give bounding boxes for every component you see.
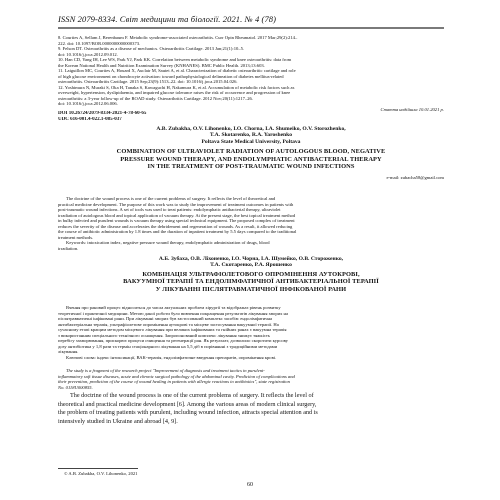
title-en-3: IN THE TREATMENT OF POST-TRAUMATIC WOUND INFECTIONS bbox=[147, 163, 355, 171]
copyright-footnote: © A.B. Zubakha, O.V. Lihonenko, 2021 bbox=[64, 471, 138, 476]
reference-line: overweight, hypertension, dyslipidaemia, and impaired glucose tolerance raises the risk of occurrence and progression of knee bbox=[58, 90, 291, 95]
udc: UDC 616-001.4-022.1-085-037 bbox=[58, 117, 122, 122]
abstract-line: treatment methods. bbox=[58, 234, 94, 240]
study-note bbox=[58, 368, 444, 390]
reference-line: of high glucose environment on chondrocyte activation: toward pathophysiological delineation of diabetes mellitus-related bbox=[58, 73, 284, 79]
doi: DOI 10.26724/2079-8334-2021-4-78-60-65 bbox=[58, 111, 147, 116]
abstract-ua-line: перебігу захворювання, прискорює процеси очищення та регенерації ран. Як результат, дозволило скоротити курсову bbox=[58, 338, 288, 343]
intro-line: the problem of treating patients with purulent, including wound infection, attracts special attention and is bbox=[58, 409, 318, 417]
abstract-line: irradiation of autologous blood and topical application of vacuum therapy. At the present stage, the best topical treatment method bbox=[58, 212, 296, 218]
running-header bbox=[58, 14, 444, 30]
abstract-ua-line: з використанням спеціального технічного оснащення. Запропонований комплекс лікування знижує тяжкість bbox=[58, 332, 271, 338]
article-identifiers bbox=[58, 111, 444, 123]
reference-line: osteoarthritis: a 3-year follow-up of the ROAD study. Osteoarthritis Cartilage. 2012 Nov;20(11):1217–26. bbox=[58, 95, 253, 101]
abstract-line: The doctrine of the wound process is one of the current problems of surgery. It reflects the level of theoretical and bbox=[66, 196, 276, 201]
study-note-line: their prevention, prediction of the course of wound healing in patients with allergic reactions to antibiotics", state registration bbox=[58, 379, 290, 384]
english-heading bbox=[58, 126, 444, 181]
keywords-ua: Ключові слова: індекс інтоксикації, ВАК-терапія, ендолімфатичне введення препаратів, опромінення крові. bbox=[66, 354, 277, 360]
abstract-en bbox=[58, 196, 444, 251]
title-en-2: PRESSURE WOUND THERAPY, AND ENDOLYMPHATIC ANTIBACTERIAL THERAPY bbox=[120, 155, 382, 163]
abstract-ua-line: сучасному етапі кращим методом місцевого лікування при великих інфікованих та гнійних ранах є вакуумна терапія bbox=[58, 327, 287, 332]
affiliation: Poltava State Medical University, Poltava bbox=[201, 138, 301, 145]
authors-en-2: T.A. Skotarenko, R.A. Yaroshenko bbox=[209, 132, 293, 139]
reference-line: 11. Laiguillon MC, Courties A, Houard X, Auclair M, Sautet A, et al. Characterization of diabetic osteoarthritic cartilage and role bbox=[58, 68, 296, 73]
reference-line: the Korean National Health and Nutrition Examination Survey (KNHANES). BMC Public Health. 2013;13:603. bbox=[58, 62, 265, 68]
header-rule bbox=[58, 27, 444, 29]
abstract-line: practical medicine development. The purpose of this work was to study the improvement of treatment outcomes in patients with bbox=[58, 201, 294, 207]
page-number: 60 bbox=[247, 482, 253, 488]
abstract-ua-line: дозу антибіотика у 1,8 рази та термін стаціонарного лікування на 5,5 діб в порівнянні з традиційними методами bbox=[58, 343, 278, 349]
abstract-line: post-traumatic wound infections. A set of tools was used to treat patients: endolymphatic antibacterial therapy, ultraviolet bbox=[58, 207, 281, 212]
authors-ua-2: Т.А. Скотаренко, Р.А. Ярошенко bbox=[210, 262, 292, 269]
reference-line: 9. Felson DT. Osteoarthritis as a disease of mechanics. Osteoarthritis Cartilage. 2013 Jan;21(1):10–5. bbox=[58, 46, 245, 51]
ukrainian-heading bbox=[58, 256, 444, 294]
introduction bbox=[58, 392, 444, 426]
reference-line: doi: 10.1016/j.joca.2012.06.006. bbox=[58, 101, 118, 106]
footnote-rule bbox=[58, 468, 138, 469]
reference-line: 12. Yoshimura N, Muraki S, Oka H, Tanaka S, Kawaguchi H, Nakamura K, et al. Accumulation of metabolic risk factors such as bbox=[58, 84, 295, 90]
keywords-en: Keywords: intoxication index, negative pressure wound therapy, endolymphatic administration of drugs, blood bbox=[66, 240, 270, 245]
abstract-ua bbox=[58, 305, 444, 360]
received-date: Стаття надійшла 10.01.2021 р. bbox=[380, 106, 444, 112]
abstract-ua-line: теоретичної і практичної медицини. Метою даної роботи було вивчення покращення результатів лікування хворих на bbox=[58, 310, 289, 316]
title-ua-2: ВАКУУМНОЇ ТЕРАПІЇ ТА ЕНДОЛІМФАТИЧНОЇ АНТИБАКТЕРІАЛЬНОЇ ТЕРАПІЇ bbox=[123, 278, 379, 286]
keywords-en-2: irradiation. bbox=[58, 245, 79, 251]
study-note-line: No. 0118U000855. bbox=[58, 384, 93, 390]
study-note-line: The study is a fragment of the research project "Improvement of diagnosis and treatment tactics in purulent- bbox=[66, 368, 265, 373]
reference-line: osteoarthritis. Osteoarthritis Cartilage. 2015 Sep;23(9):1513–22. doi: 10.1016/j.joca.2015.04.026. bbox=[58, 79, 238, 84]
intro-line: The doctrine of the wound process is one of the current problems of surgery. It reflects the level of bbox=[70, 392, 314, 399]
abstract-ua-line: Вчення про рановий процес відноситься до числа актуальних проблем хірургії та відображає рівень розвитку bbox=[66, 305, 281, 310]
title-en: COMBINATION OF ULTRAVIOLET RADIATION OF AUTOLOGOUS BLOOD, NEGATIVE bbox=[116, 148, 386, 156]
reference-list bbox=[58, 35, 444, 112]
reference-line: doi: 10.1016/j.joca.2012.09.012. bbox=[58, 51, 118, 57]
intro-line: theoretical and practical medicine development [6]. Among the various areas of modern clinical surgery, bbox=[58, 400, 317, 408]
abstract-line: the course of antibiotic administration by 1.8 times and the duration of inpatient treatment by 5.5 days compared to the traditional bbox=[58, 229, 297, 234]
email: e-mail: zubacha58@gmail.com bbox=[386, 175, 444, 180]
journal-header: ISSN 2079-8334. Світ медицини та біології. 2021. № 4 (78) bbox=[58, 14, 277, 24]
reference-line: 10. Han CD, Yang IH, Lee WS, Park YJ, Park KK. Correlation between metabolic syndrome and knee osteoarthritis: data from bbox=[58, 57, 292, 62]
abstract-ua-line: післятравматичні інфіковані рани. При лікуванні хворих був застосований комплекс засобів: ендолімфатична bbox=[58, 316, 273, 321]
reference-line: 8. Courties A, Sellam J, Berenbaum F. Metabolic syndrome-associated osteoarthritis. Curr Opin Rheumatol. 2017 Mar;29(2):214– bbox=[58, 35, 298, 40]
study-note-line: inflammatory soft tissue diseases, acute and chronic surgical pathology of the abdominal cavity. Prediction of complications and bbox=[58, 373, 295, 379]
abstract-line: in bulky infected and purulent wounds is vacuum therapy using special technical equipment. The proposed complex of treatment bbox=[58, 218, 295, 223]
authors-en: A.B. Zubakha, O.V. Lihonenko, I.O. Chorna, I.A. Shumeiko, O.V. Storozhenko, bbox=[156, 126, 346, 132]
abstract-line: reduces the severity of the disease and accelerates the debridement and regeneration of wounds. As a result, it allowed reducing bbox=[58, 223, 293, 229]
reference-line: 222. doi: 10.1097/BOR.0000000000000373. bbox=[58, 40, 141, 46]
abstract-ua-line: антибактеріальна терапія, ультрафіолетове опромінення аутокрові та місцеве застосування вакуумної терапії. На bbox=[58, 321, 279, 327]
intro-line: intensively studied in Ukraine and abroad [4, 9]. bbox=[58, 417, 178, 425]
title-ua: КОМБІНАЦІЯ УЛЬТРАФІОЛЕТОВОГО ОПРОМІНЕННЯ АУТОКРОВІ, bbox=[142, 270, 360, 278]
abstract-ua-line: лікування. bbox=[58, 349, 79, 354]
title-ua-3: У ЛІКУВАННІ ПІСЛЯТРАВМАТИЧНОЇ ІНФІКОВАНОЇ РАНИ bbox=[155, 286, 347, 293]
authors-ua: А.Б. Зубаха, О.В. Ліхоненко, І.О. Чорна, І.А. Шумейко, О.В. Стороженко, bbox=[158, 256, 344, 262]
